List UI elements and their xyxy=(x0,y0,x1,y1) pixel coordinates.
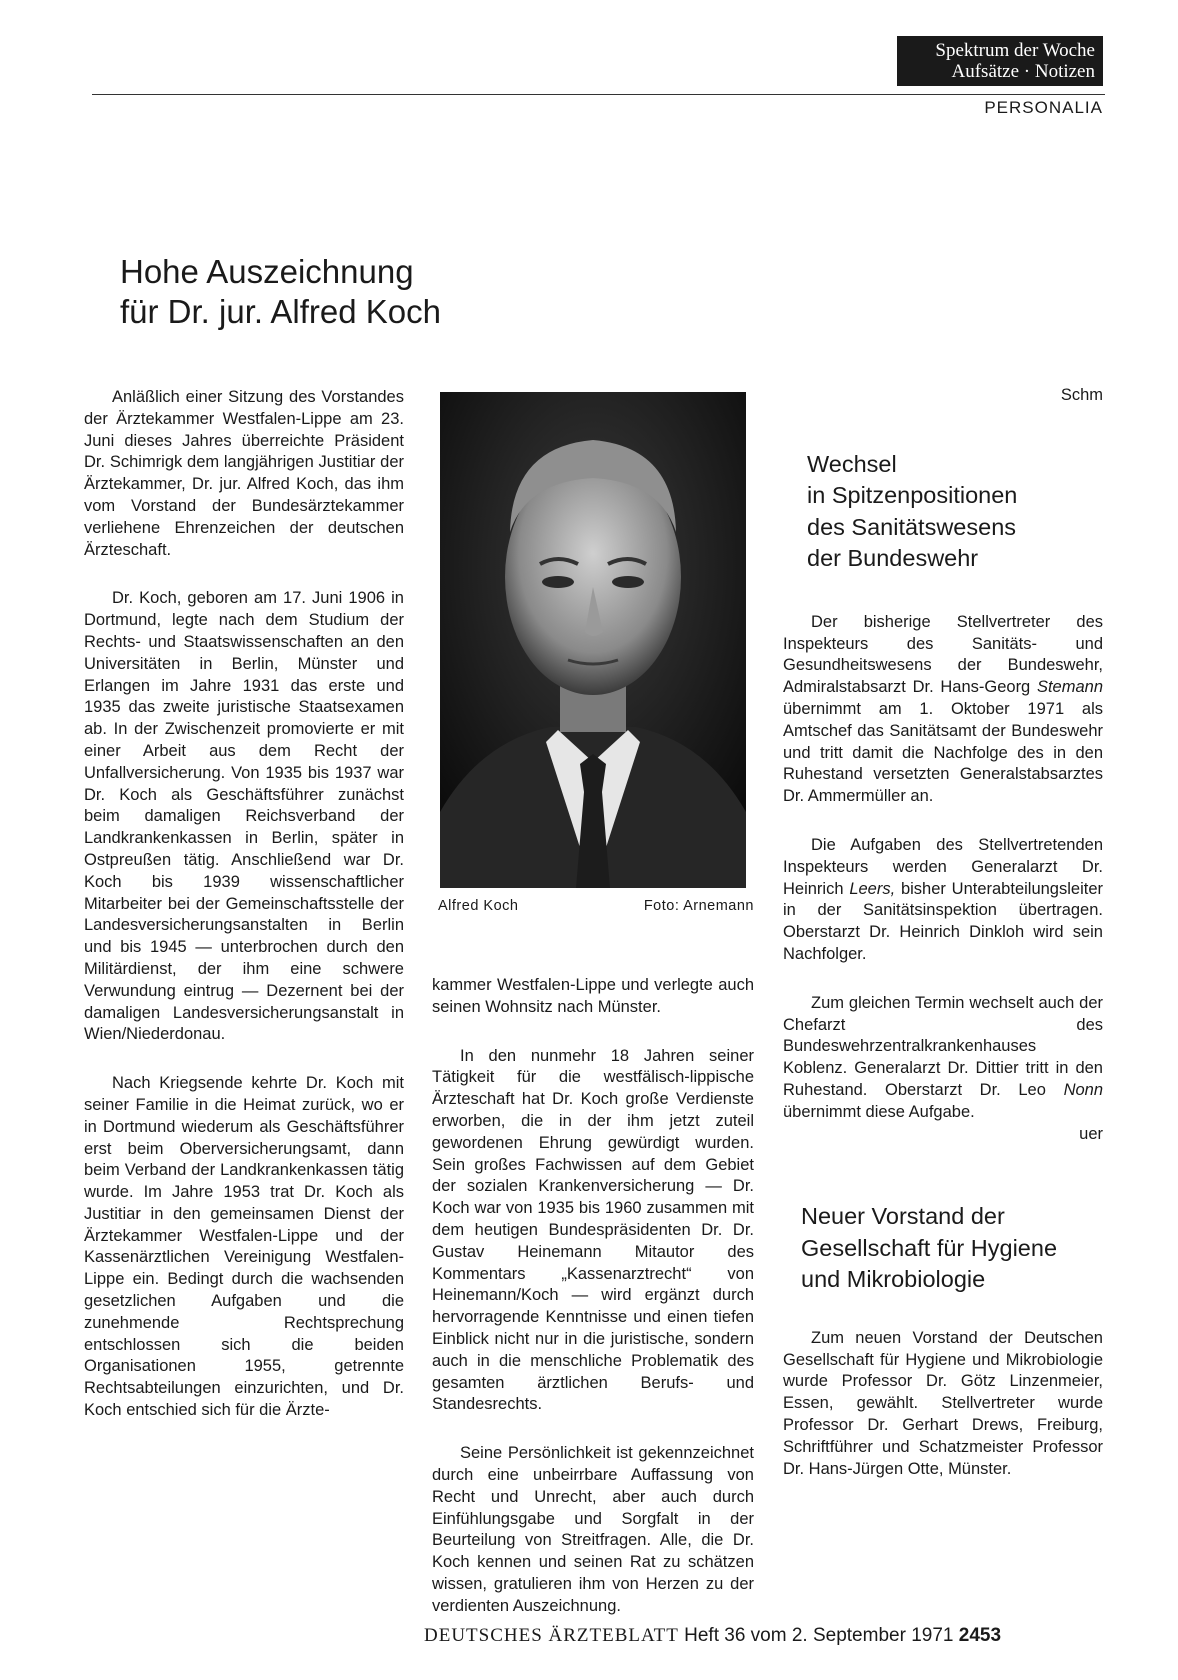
column-1 xyxy=(84,387,404,1449)
article-title xyxy=(120,252,441,332)
photo-caption xyxy=(438,898,754,914)
person-name: Nonn xyxy=(1063,1080,1104,1099)
column-2 xyxy=(432,975,754,1618)
title-line: Wechsel xyxy=(807,450,897,477)
paragraph: Seine Persönlichkeit ist gekennzeichnet durch eine unbeirrbare Auffassung von Recht und Unrecht, aber auch durch Einfühlungsgabe und Sorgfalt in der Beurteilung von Streitfragen. Alle, die Dr. Koch kennen und seinen Rat zu schätzen wissen, gratulieren ihm von Herzen zu der verdienten Auszeichnung. xyxy=(432,1444,754,1615)
title-line-1: Hohe Auszeichnung xyxy=(120,253,414,290)
paragraph: Dr. Koch, geboren am 17. Juni 1906 in Dortmund, legte nach dem Studium der Rechts- und Staatswissenschaften an den Universitäten in Berlin, Münster und Erlangen im Jahre 1931 das erste und 1935 das zweite juristische Staatsexamen ab. In der Zwischenzeit promovierte er mit einer Arbeit aus dem Recht der Unfallversicherung. Von 1935 bis 1937 war Dr. Koch als Geschäftsführer zunächst beim damaligen Reichsverband der Landkrankenkassen in Berlin, später in Ostpreußen tätig. Anschließend war Dr. Koch bis 1939 wissenschaftlicher Mitarbeiter bei der Gemeinschaftsstelle der Landesversicherungsanstalten in Berlin und bis 1945 — unterbrochen durch den Militärdienst, der ihm eine schwere Verwundung eintrug — Dezernent bei der damaligen Landesversicherungsanstalt in Wien/Niederdonau. xyxy=(84,589,404,1044)
title-line: Neuer Vorstand der xyxy=(801,1203,1005,1230)
tag-line-1: Spektrum der Woche xyxy=(935,40,1095,61)
paragraph: Zum neuen Vorstand der Deutschen Gesellschaft für Hygiene und Mikrobiologie wurde Professor Dr. Götz Linzenmeier, Essen, gewählt. Stellvertreter wurde Professor Dr. Gerhart Drews, Freiburg, Schriftführer und Schatzmeister Professor Dr. Hans-Jürgen Otte, Münster. xyxy=(783,1328,1103,1478)
title-line: des Sanitätswesens xyxy=(807,513,1017,540)
caption-credit: Foto: Arnemann xyxy=(643,898,754,914)
page-footer xyxy=(424,1625,1001,1647)
signature: uer xyxy=(1079,1124,1103,1143)
text: bisher Unterabteilungsleiter in der Sanitätsinspektion übertragen. Oberstarzt Dr. Heinrich Dinkloh wird sein Nachfolger. xyxy=(783,879,1103,963)
paragraph: In den nunmehr 18 Jahren seiner Tätigkeit für die westfälisch-lippische Ärzteschaft hat Dr. Koch große Verdienste erworben, die in der ihm jetzt zuteil gewordenen Ehrung gewürdigt wurden. Sein großes Fachwissen auf dem Gebiet der sozialen Krankenversicherung — Dr. Koch war von 1935 bis 1960 zusammen mit dem heutigen Bundespräsidenten Dr. Dr. Gustav Heinemann Mitautor des Kommentars „Kassenarztrecht“ von Heinemann/Koch — wird ergänzt durch hervorragende Kenntnisse und einen tiefen Einblick nicht nur in die juristische, sondern auch in die menschliche Problematik des gesamten ärztlichen Berufs- und Standesrechts. xyxy=(432,1046,754,1414)
text: übernimmt diese Aufgabe. xyxy=(783,1102,975,1121)
title-line: und Mikrobiologie xyxy=(801,1266,986,1293)
article-title xyxy=(807,449,1103,575)
paragraph xyxy=(783,612,1103,808)
title-line: der Bundeswehr xyxy=(807,545,979,572)
magazine-name: DEUTSCHES ÄRZTEBLATT xyxy=(424,1625,679,1646)
issue-info: Heft 36 vom 2. September 1971 xyxy=(684,1625,954,1646)
text: übernimmt am 1. Oktober 1971 als Amtschef das Sanitätsamt der Bundeswehr und tritt damit die Nachfolge des in den Ruhestand versetzten Generalstabsarztes Dr. Ammermüller an. xyxy=(783,699,1103,806)
section-tag-box xyxy=(897,36,1103,86)
title-line-2: für Dr. jur. Alfred Koch xyxy=(120,293,441,330)
paragraph xyxy=(783,993,1103,1124)
text: Die Aufgaben des Stellvertretenden Inspekteurs werden Generalarzt Dr. Heinrich xyxy=(783,835,1103,898)
portrait-image xyxy=(440,392,746,888)
paragraph xyxy=(783,835,1103,966)
paragraph: Anläßlich einer Sitzung des Vorstandes der Ärztekammer Westfalen-Lippe am 23. Juni dieses Jahres überreichte Präsident Dr. Schimrigk dem langjährigen Justitiar der Ärztekammer, Dr. jur. Alfred Koch, das ihm vom Vorstand der Bundesärztekammer verliehene Ehrenzeichen der deutschen Ärzteschaft. xyxy=(84,388,404,559)
column-3 xyxy=(783,253,1103,1507)
text: Der bisherige Stellvertreter des Inspekteurs des Sanitäts- und Gesundheitswesens der Bundeswehr, Admiralstabsarzt Dr. Hans-Georg xyxy=(783,612,1103,697)
page-number: 2453 xyxy=(958,1625,1002,1646)
paragraph: kammer Westfalen-Lippe und verlegte auch seinen Wohnsitz nach Münster. xyxy=(432,976,754,1016)
article-title xyxy=(801,1201,1103,1296)
header-rule xyxy=(92,94,1105,95)
text: Zum gleichen Termin wechselt auch der Chefarzt des Bundeswehrzentralkrankenhauses Koblenz. Generalarzt Dr. Dittier tritt in den Ruhestand. Oberstarzt Dr. Leo xyxy=(783,993,1103,1099)
column-2-continuation-space xyxy=(783,253,1103,385)
person-name: Stemann xyxy=(1036,678,1104,697)
title-line: Gesellschaft für Hygiene xyxy=(801,1234,1058,1261)
caption-name: Alfred Koch xyxy=(438,898,519,914)
tag-line-2: Aufsätze · Notizen xyxy=(951,61,1095,82)
paragraph: Nach Kriegsende kehrte Dr. Koch mit seiner Familie in die Heimat zurück, wo er in Dortmund wiederum als Geschäftsführer erst beim Oberversicherungsamt, dann beim Verband der Landkrankenkassen tätig wurde. Im Jahre 1953 trat Dr. Koch als Justitiar in den gemeinsamen Dienst der Ärztekammer Westfalen-Lippe und der Kassenärztlichen Vereinigung Westfalen-Lippe ein. Bedingt durch die wachsenden gesetzlichen Aufgaben und die zunehmende Rechtsprechung entschlossen sich die beiden Organisationen 1955, getrennte Rechtsabteilungen einzurichten, und Dr. Koch entschied sich für die Ärzte- xyxy=(84,1074,404,1420)
section-label: PERSONALIA xyxy=(984,98,1103,117)
person-name: Leers, xyxy=(849,879,896,898)
signature: Schm xyxy=(1060,386,1103,404)
title-line: in Spitzenpositionen xyxy=(807,482,1018,509)
portrait-photo xyxy=(440,392,746,888)
